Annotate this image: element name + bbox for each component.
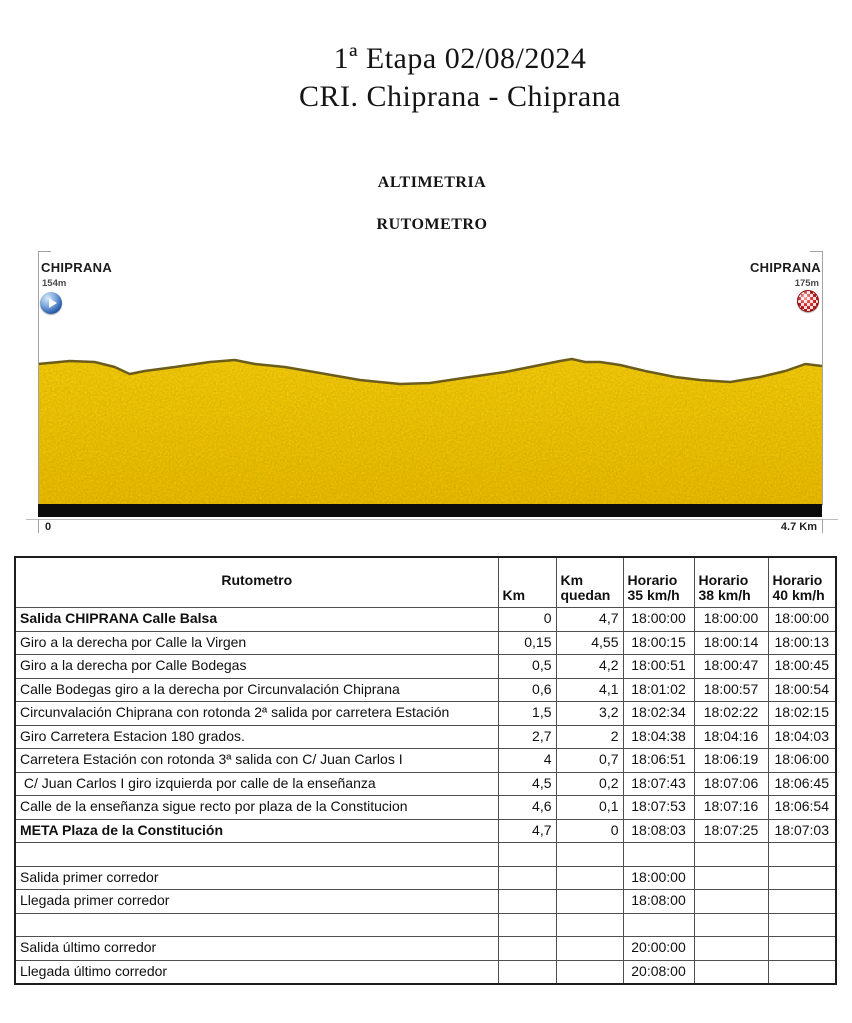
table-row <box>15 772 836 796</box>
cell-horario-40 <box>768 937 836 961</box>
cell-km-quedan: 0,2 <box>556 772 623 796</box>
cell-horario-38 <box>694 866 768 890</box>
section-heading-altimetria: ALTIMETRIA <box>377 174 487 191</box>
cell-horario-38: 18:04:16 <box>694 725 768 749</box>
column-header: Rutometro <box>15 557 498 608</box>
cell-km: 0,6 <box>498 678 556 702</box>
table-row <box>15 819 836 843</box>
table-row <box>15 866 836 890</box>
chart-frame-right-border <box>822 251 823 505</box>
cell-horario-38 <box>694 913 768 937</box>
cell-km-quedan <box>556 890 623 914</box>
cell-km-quedan: 4,2 <box>556 655 623 679</box>
cell-horario-35: 18:08:00 <box>623 890 694 914</box>
table-row <box>15 631 836 655</box>
cell-km: 4 <box>498 749 556 773</box>
cell-horario-40: 18:00:13 <box>768 631 836 655</box>
cell-km-quedan: 4,7 <box>556 608 623 632</box>
cell-horario-35 <box>623 843 694 867</box>
cell-rutometro: Llegada último corredor <box>15 960 498 984</box>
x-axis-start-label: 0 <box>45 521 52 533</box>
cell-horario-38: 18:00:00 <box>694 608 768 632</box>
cell-horario-35: 18:08:03 <box>623 819 694 843</box>
x-axis-end-label: 4.7 Km <box>780 521 817 533</box>
cell-horario-38 <box>694 960 768 984</box>
cell-horario-38: 18:00:47 <box>694 655 768 679</box>
cell-horario-40: 18:06:45 <box>768 772 836 796</box>
cell-rutometro: Calle Bodegas giro a la derecha por Circunvalación Chiprana <box>15 678 498 702</box>
cell-horario-35: 20:08:00 <box>623 960 694 984</box>
cell-horario-35: 18:02:34 <box>623 702 694 726</box>
cell-horario-40: 18:07:03 <box>768 819 836 843</box>
cell-horario-40: 18:00:45 <box>768 655 836 679</box>
cell-km: 4,5 <box>498 772 556 796</box>
x-axis-line <box>26 519 838 520</box>
cell-km: 4,6 <box>498 796 556 820</box>
cell-rutometro: META Plaza de la Constitución <box>15 819 498 843</box>
cell-km-quedan: 4,55 <box>556 631 623 655</box>
cell-rutometro: Giro a la derecha por Calle la Virgen <box>15 631 498 655</box>
page-title: 1ª Etapa 02/08/2024 <box>333 42 587 75</box>
cell-km-quedan: 0,7 <box>556 749 623 773</box>
cell-horario-35: 18:06:51 <box>623 749 694 773</box>
finish-checkered-ball-icon <box>797 290 819 312</box>
cell-km <box>498 913 556 937</box>
cell-km-quedan: 4,1 <box>556 678 623 702</box>
start-town-label: CHIPRANA <box>41 260 113 275</box>
cell-horario-38: 18:06:19 <box>694 749 768 773</box>
column-header: Horario 40 km/h <box>768 557 836 608</box>
cell-rutometro: Circunvalación Chiprana con rotonda 2ª salida por carretera Estación <box>15 702 498 726</box>
cell-km-quedan <box>556 866 623 890</box>
x-axis-tick-end <box>822 519 823 533</box>
cell-km <box>498 866 556 890</box>
cell-horario-40: 18:00:54 <box>768 678 836 702</box>
finish-elevation-label: 175m <box>794 278 819 289</box>
start-elevation-label: 154m <box>42 278 67 289</box>
section-heading-rutometro: RUTOMETRO <box>376 216 488 233</box>
cell-km <box>498 937 556 961</box>
x-axis-tick-start <box>38 519 39 533</box>
cell-rutometro: Giro Carretera Estacion 180 grados. <box>15 725 498 749</box>
table-row <box>15 678 836 702</box>
cell-km-quedan <box>556 960 623 984</box>
column-header: Horario 35 km/h <box>623 557 694 608</box>
table-header-row <box>15 557 836 608</box>
cell-horario-38: 18:07:16 <box>694 796 768 820</box>
cell-horario-40 <box>768 866 836 890</box>
cell-rutometro: Salida primer corredor <box>15 866 498 890</box>
cell-km: 0 <box>498 608 556 632</box>
cell-rutometro: C/ Juan Carlos I giro izquierda por calle de la enseñanza <box>15 772 498 796</box>
cell-km-quedan <box>556 843 623 867</box>
column-header: Horario 38 km/h <box>694 557 768 608</box>
cell-horario-40: 18:02:15 <box>768 702 836 726</box>
cell-horario-38 <box>694 843 768 867</box>
cell-km: 1,5 <box>498 702 556 726</box>
cell-horario-40 <box>768 960 836 984</box>
cell-horario-35: 18:00:00 <box>623 866 694 890</box>
cell-horario-35: 18:07:53 <box>623 796 694 820</box>
table-row <box>15 655 836 679</box>
table-row <box>15 913 836 937</box>
cell-km-quedan: 3,2 <box>556 702 623 726</box>
cell-km-quedan <box>556 913 623 937</box>
play-triangle-icon <box>49 298 57 308</box>
cell-rutometro: Salida CHIPRANA Calle Balsa <box>15 608 498 632</box>
cell-horario-35: 20:00:00 <box>623 937 694 961</box>
page-subtitle: CRI. Chiprana - Chiprana <box>299 80 621 113</box>
cell-km: 4,7 <box>498 819 556 843</box>
cell-horario-40 <box>768 890 836 914</box>
table-row <box>15 725 836 749</box>
cell-km-quedan <box>556 937 623 961</box>
cell-km <box>498 890 556 914</box>
chart-frame-left-border <box>38 251 39 505</box>
cell-horario-35: 18:00:15 <box>623 631 694 655</box>
table-body <box>15 608 836 985</box>
table-header <box>15 557 836 608</box>
cell-horario-40 <box>768 913 836 937</box>
column-header: Km quedan <box>556 557 623 608</box>
chart-frame-tick-top-left <box>38 251 51 252</box>
cell-km: 0,15 <box>498 631 556 655</box>
rutometro-table <box>14 556 837 985</box>
cell-rutometro <box>15 843 498 867</box>
table-row <box>15 937 836 961</box>
cell-horario-38: 18:00:57 <box>694 678 768 702</box>
cell-horario-38 <box>694 937 768 961</box>
table-row <box>15 890 836 914</box>
cell-rutometro <box>15 913 498 937</box>
cell-rutometro: Calle de la enseñanza sigue recto por plaza de la Constitucion <box>15 796 498 820</box>
table-row <box>15 608 836 632</box>
cell-km <box>498 960 556 984</box>
cell-horario-38: 18:07:06 <box>694 772 768 796</box>
table-row <box>15 796 836 820</box>
cell-horario-38: 18:07:25 <box>694 819 768 843</box>
cell-km <box>498 843 556 867</box>
finish-town-label: CHIPRANA <box>749 260 821 275</box>
cell-rutometro: Giro a la derecha por Calle Bodegas <box>15 655 498 679</box>
cell-rutometro: Carretera Estación con rotonda 3ª salida con C/ Juan Carlos I <box>15 749 498 773</box>
cell-horario-35: 18:04:38 <box>623 725 694 749</box>
cell-rutometro: Salida último corredor <box>15 937 498 961</box>
cell-horario-35: 18:01:02 <box>623 678 694 702</box>
cell-km-quedan: 0 <box>556 819 623 843</box>
cell-horario-35: 18:07:43 <box>623 772 694 796</box>
cell-horario-35 <box>623 913 694 937</box>
column-header: Km <box>498 557 556 608</box>
table-row <box>15 843 836 867</box>
cell-horario-35: 18:00:00 <box>623 608 694 632</box>
table-row <box>15 702 836 726</box>
cell-km: 2,7 <box>498 725 556 749</box>
cell-horario-40: 18:00:00 <box>768 608 836 632</box>
profile-base-bar <box>38 504 822 517</box>
cell-km-quedan: 0,1 <box>556 796 623 820</box>
cell-horario-40 <box>768 843 836 867</box>
cell-km-quedan: 2 <box>556 725 623 749</box>
start-play-icon <box>40 292 62 314</box>
cell-horario-38 <box>694 890 768 914</box>
table-row <box>15 960 836 984</box>
cell-km: 0,5 <box>498 655 556 679</box>
cell-horario-38: 18:02:22 <box>694 702 768 726</box>
cell-horario-35: 18:00:51 <box>623 655 694 679</box>
cell-horario-38: 18:00:14 <box>694 631 768 655</box>
cell-rutometro: Llegada primer corredor <box>15 890 498 914</box>
table-row <box>15 749 836 773</box>
cell-horario-40: 18:06:00 <box>768 749 836 773</box>
cell-horario-40: 18:04:03 <box>768 725 836 749</box>
cell-horario-40: 18:06:54 <box>768 796 836 820</box>
